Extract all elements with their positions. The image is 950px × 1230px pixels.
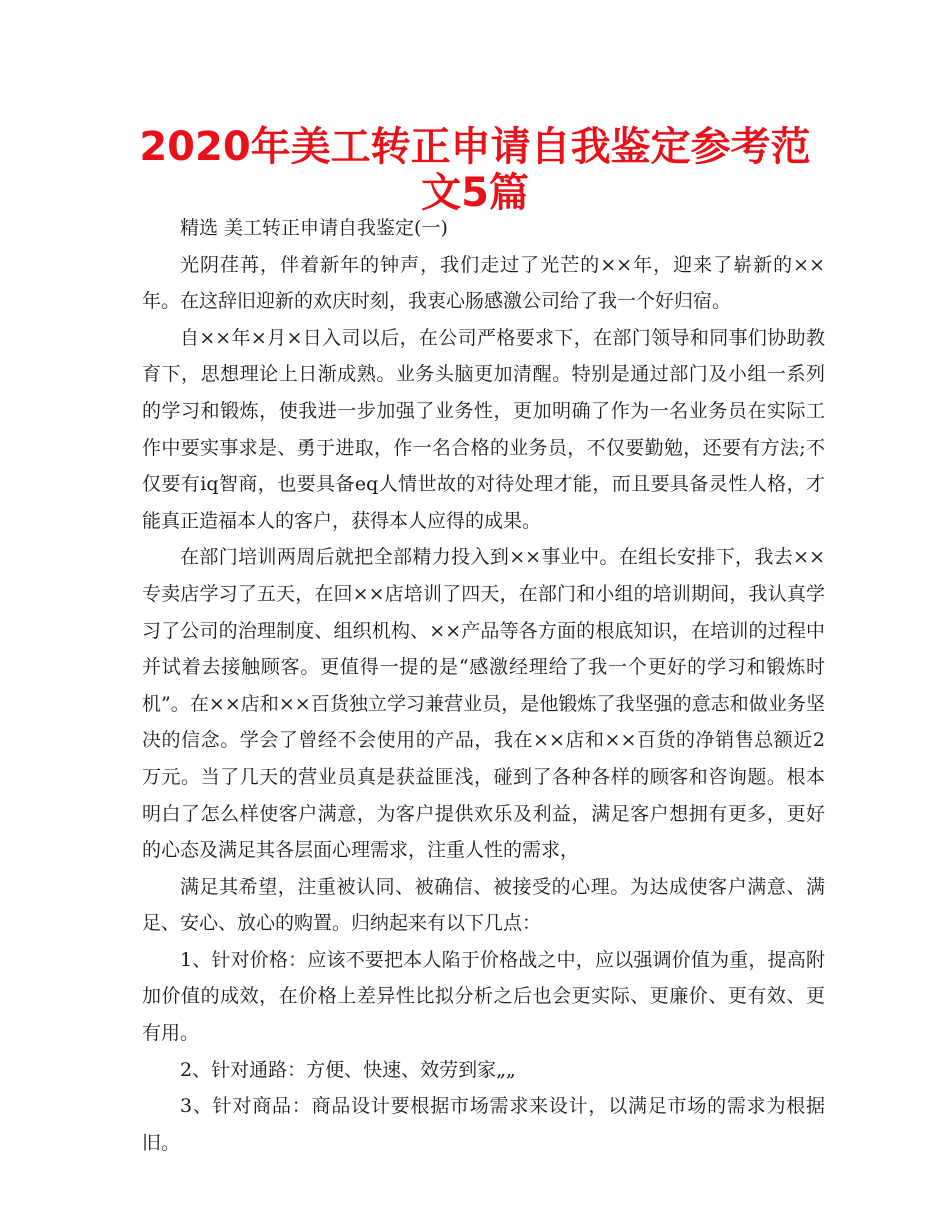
paragraph-2: 自××年×月×日入司以后，在公司严格要求下，在部门领导和同事们协助教育下，思想理论上日渐成熟。业务头脑更加清醒。特别是通过部门及小组一系列的学习和锻炼，使我进一步加强了业务性，更加明确了作为一名业务员在实际工作中要实事求是、勇于进取，作一名合格的业务员，不仅要勤勉，还要有方法;不仅要有iq智商，也要具备eq人情世故的对待处理才能，而且要具备灵性人格，才能真正造福本人的客户，获得本人应得的成果。 (142, 326, 825, 532)
paragraph-1: 光阴荏苒，伴着新年的钟声，我们走过了光芒的××年，迎来了崭新的××年。在这辞旧迎新的欢庆时刻，我衷心肠感激公司给了我一个好归宿。 (142, 253, 825, 313)
paragraph-5: 1、针对价格：应该不要把本人陷于价格战之中，应以强调价值为重，提高附加价值的成效，在价格上差异性比拟分析之后也会更实际、更廉价、更有效、更有用。 (142, 948, 825, 1045)
paragraph-7: 3、针对商品：商品设计要根据市场需求来设计，以满足市场的需求为根据旧。 (142, 1095, 825, 1154)
section-subtitle: 精选 美工转正申请自我鉴定(一) (180, 217, 448, 239)
paragraph-4: 满足其希望，注重被认同、被确信、被接受的心理。为达成使客户满意、满足、安心、放心的购置。归纳起来有以下几点： (142, 875, 825, 935)
paragraph-3: 在部门培训两周后就把全部精力投入到××事业中。在组长安排下，我去××专卖店学习了五天，在回××店培训了四天，在部门和小组的培训期间，我认真学习了公司的治理制度、组织机构、××产品等各方面的根底知识，在培训的过程中并试着去接触顾客。更值得一提的是“感激经理给了我一个更好的学习和锻炼时机”。在××店和××百货独立学习兼营业员，是他锻炼了我坚强的意志和做业务坚决的信念。学会了曾经不会使用的产品，我在××店和××百货的净销售总额近2万元。当了几天的营业员真是获益匪浅，碰到了各种各样的顾客和咨询题。根本明白了怎么样使客户满意，为客户提供欢乐及利益，满足客户想拥有更多，更好的心态及满足其各层面心理需求，注重人性的需求， (142, 546, 825, 862)
document-body (142, 210, 825, 1161)
document-title: 2020年美工转正申请自我鉴定参考范文5篇 (139, 124, 811, 216)
paragraph-6: 2、针对通路：方便、快速、效劳到家„„ (180, 1058, 516, 1081)
